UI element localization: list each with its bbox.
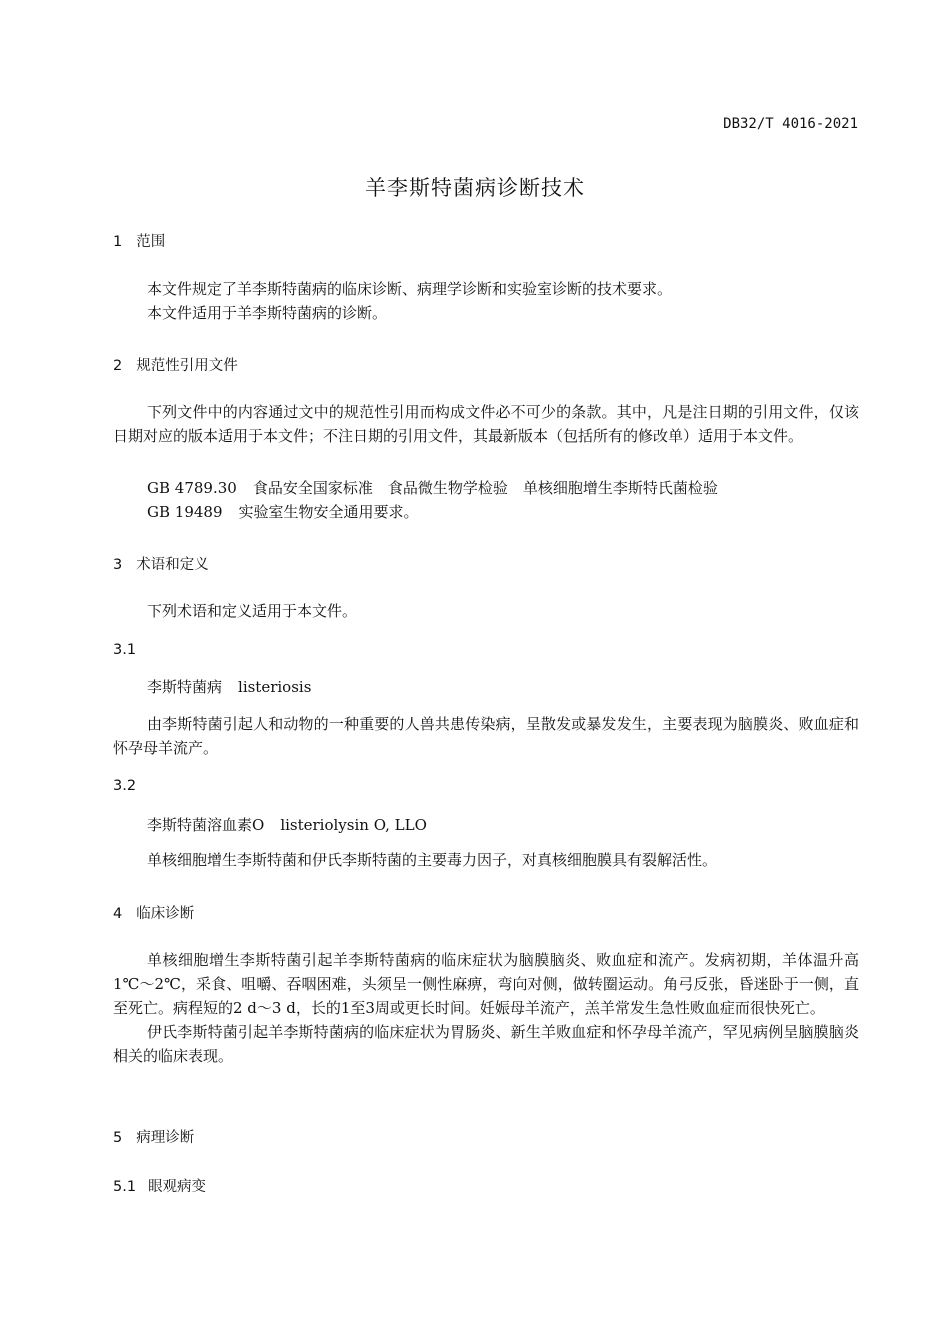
clinical-paragraphs [113,948,859,1068]
paragraph: 下列文件中的内容通过文中的规范性引用而构成文件必不可少的条款。其中，凡是注日期的引用文件，仅该日期对应的版本适用于本文件；不注日期的引用文件，其最新版本（包括所有的修改单）适用于本文件。 [113,403,859,445]
term-name: 李斯特菌溶血素O [147,816,265,834]
subsection-title: 眼观病变 [148,1179,207,1195]
term-definition [113,712,859,760]
term-number: 3.1 [113,642,137,658]
section-heading-pathological-diagnosis [113,1126,194,1147]
reference-title: 食品安全国家标准 食品微生物学检验 单核细胞增生李斯特氏菌检验 [252,479,718,497]
paragraph: 伊氏李斯特菌引起羊李斯特菌病的临床症状为胃肠炎、新生羊败血症和怀孕母羊流产，罕见病例呈脑膜脑炎相关的临床表现。 [113,1023,859,1065]
section-title: 范围 [136,234,166,250]
subsection-heading-gross-lesions [113,1175,206,1196]
term-entry [147,813,427,837]
section-number: 4 [113,906,123,922]
document-title: 羊李斯特菌病诊断技术 [365,176,585,200]
section-heading-terms [113,553,209,574]
section-title: 规范性引用文件 [136,358,238,374]
reference-item [147,500,419,524]
section-number: 2 [113,358,123,374]
term-english: listeriolysin O, LLO [280,816,427,834]
section-number: 1 [113,234,123,250]
section-title: 临床诊断 [136,906,195,922]
term-definition [113,848,859,872]
term-name: 李斯特菌病 [147,678,223,696]
paragraph: 由李斯特菌引起人和动物的一种重要的人兽共患传染病，呈散发或暴发发生，主要表现为脑膜炎、败血症和怀孕母羊流产。 [113,715,859,757]
paragraph: 单核细胞增生李斯特菌引起羊李斯特菌病的临床症状为脑膜脑炎、败血症和流产。发病初期，羊体温升高1℃～2℃，采食、咀嚼、吞咽困难，头须呈一侧性麻痹，弯向对侧，做转圈运动。角弓反张，昏迷卧于一侧，直至死亡。病程短的2 d～3 d，长的1至3周或更长时间。妊娠母羊流产，羔羊常发生急性败血症而很快死亡。 [113,951,859,1017]
section-heading-clinical-diagnosis [113,902,194,923]
paragraph: 单核细胞增生李斯特菌和伊氏李斯特菌的主要毒力因子，对真核细胞膜具有裂解活性。 [147,851,718,869]
section-number: 5 [113,1130,123,1146]
paragraph: 本文件规定了羊李斯特菌病的临床诊断、病理学诊断和实验室诊断的技术要求。 [147,280,673,298]
reference-item [147,476,718,500]
section-title: 病理诊断 [136,1130,195,1146]
paragraph: 本文件适用于羊李斯特菌病的诊断。 [147,304,388,322]
term-entry [147,675,311,699]
section-title: 术语和定义 [136,557,209,573]
section-heading-normative-references [113,354,238,375]
references-paragraph [113,400,859,448]
document-code: DB32/T 4016-2021 [723,116,858,132]
term-english: listeriosis [238,678,312,696]
terms-intro [113,599,859,623]
scope-paragraphs [113,277,859,325]
paragraph: 下列术语和定义适用于本文件。 [147,602,358,620]
subsection-number: 5.1 [113,1179,137,1195]
term-number: 3.2 [113,778,137,794]
reference-code: GB 4789.30 [147,479,237,497]
section-number: 3 [113,557,123,573]
section-heading-scope [113,230,165,251]
reference-title: 实验室生物安全通用要求。 [238,503,419,521]
reference-code: GB 19489 [147,503,223,521]
